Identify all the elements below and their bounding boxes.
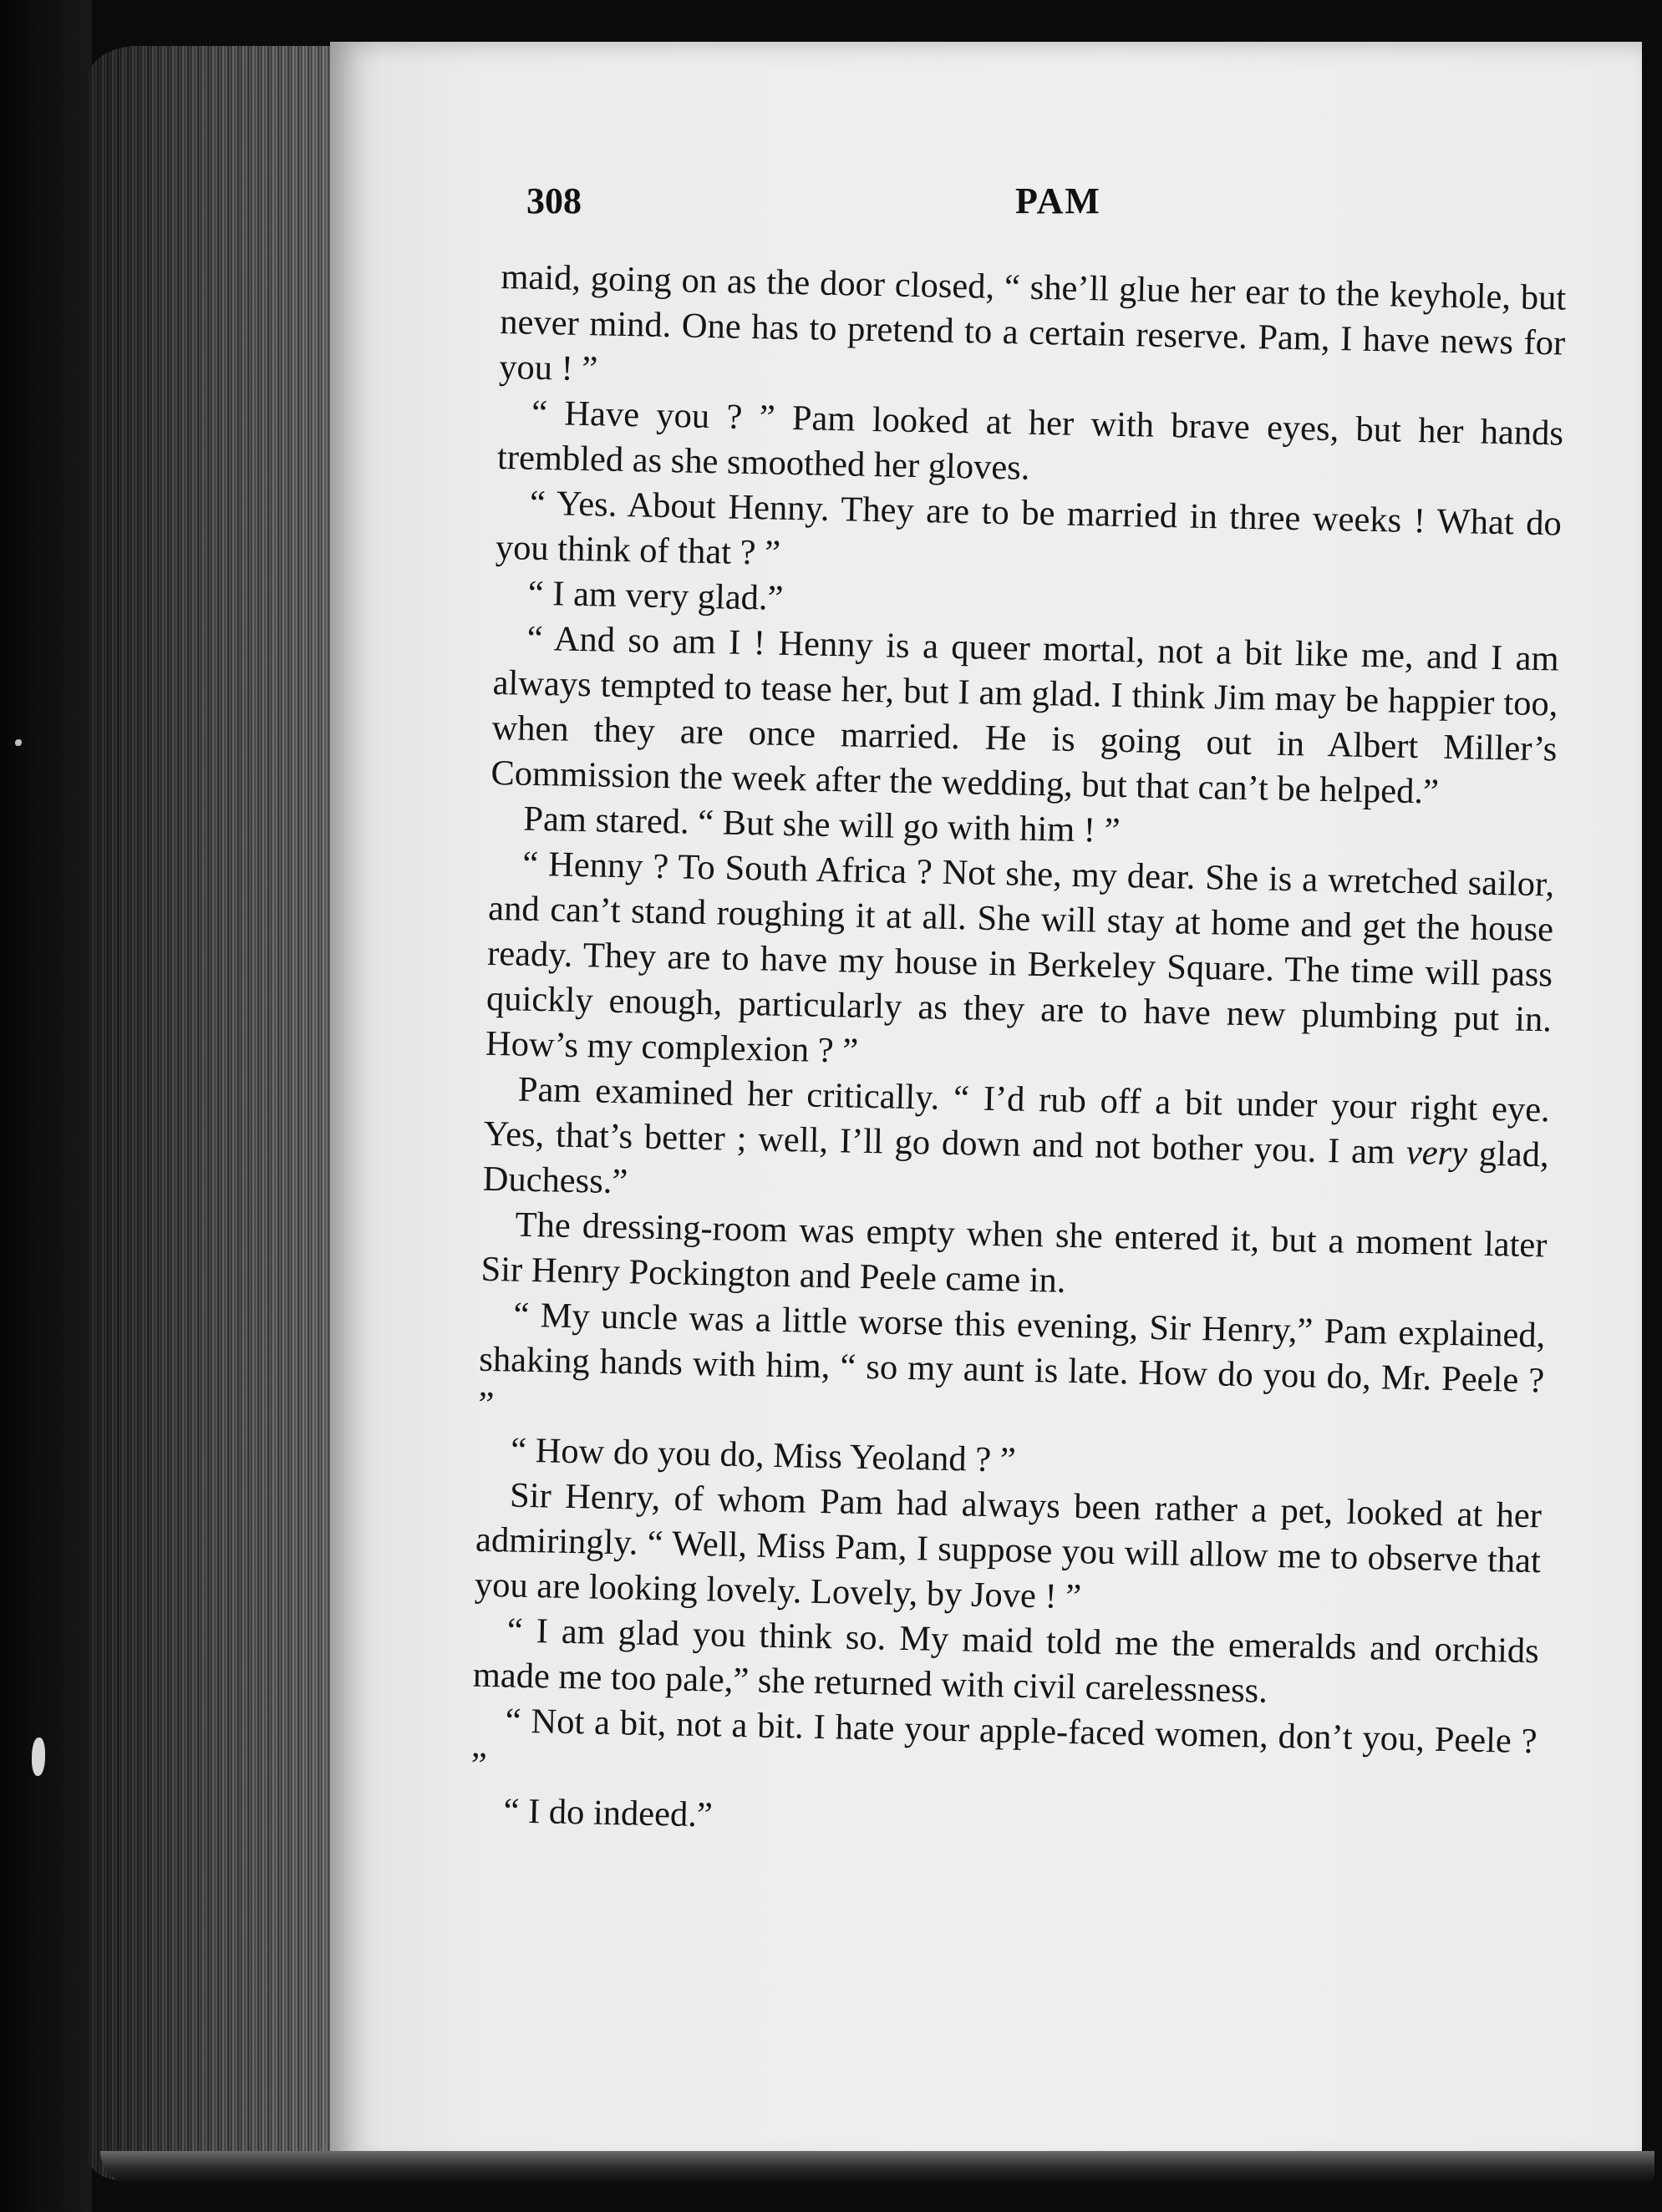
page-header	[526, 180, 1546, 238]
running-head: PAM	[1015, 180, 1101, 221]
page-bottom-edge	[100, 2151, 1654, 2184]
page-number: 308	[526, 180, 582, 221]
paragraph: “ How do you do, Miss Yeoland ? ”	[510, 1430, 1017, 1480]
paragraph: Sir Henry, of whom Pam had always been rather a pet, looked at her admiringly. “ Well, Miss Pam, I suppose you will allow me to observe that you are looking lovely. Lovely, by Jove ! ”	[474, 1475, 1543, 1617]
scan-speck	[15, 739, 22, 746]
paragraph: Pam stared. “ But she will go with him ! ”	[522, 799, 1121, 850]
paragraph: “ I am glad you think so. My maid told me the emeralds and orchids made me too pale,” she returned with civil carelessness.	[472, 1611, 1540, 1711]
paragraph: maid, going on as the door closed, “ she’ll glue her ear to the keyhole, but never mind. One has to pretend to a certain reserve. Pam, I have news for you ! ”	[498, 256, 1567, 389]
paragraph: “ And so am I ! Henny is a queer mortal, not a bit like me, and I am always tempted to tease her, but I am glad. I think Jim may be happier too, when they are once married. He is going out in Albert Miller’s Commission the week after the wedding, but that can’t be helped.”	[490, 618, 1560, 812]
paragraph: “ I do indeed.”	[503, 1791, 714, 1835]
page-edges	[88, 46, 338, 2180]
paragraph: “ Have you ? ” Pam looked at her with brave eyes, but her hands trembled as she smoothed her gloves.	[496, 393, 1564, 488]
paragraph-text: glad, Duchess.”	[482, 1134, 1550, 1202]
body-text	[470, 255, 1567, 1854]
paragraph	[482, 1067, 1550, 1224]
dark-gutter	[0, 0, 92, 2212]
paragraph: “ Not a bit, not a bit. I hate your apple-faced women, don’t you, Peele ? ”	[470, 1701, 1538, 1786]
paragraph-text: Pam examined her critically. “ I’d rub off a bit under your right eye. Yes, that’s better ; well, I’ll go down and not bother you. I am	[483, 1069, 1551, 1172]
paragraph: The dressing-room was empty when she entered it, but a moment later Sir Henry Pockington and Peele came in.	[480, 1205, 1548, 1301]
emphasis-text: very	[1405, 1132, 1468, 1174]
paragraph: “ I am very glad.”	[527, 573, 784, 618]
paragraph: “ Yes. About Henny. They are to be married in three weeks ! What do you think of that ? ”	[495, 483, 1563, 573]
paragraph: “ My uncle was a little worse this evening, Sir Henry,” Pam explained, shaking hands with him, “ so my aunt is late. How do you do, Mr. Peele ? ”	[477, 1295, 1546, 1425]
scan-speck	[32, 1738, 45, 1776]
paragraph: “ Henny ? To South Africa ? Not she, my dear. She is a wretched sailor, and can’t stand roughing it at all. She will stay at home and get the house ready. They are to have my house in Berkeley Square. The time will pass quickly enough, particularly as they are to have new plumbing put in. How’s my complexion ? ”	[485, 844, 1555, 1071]
